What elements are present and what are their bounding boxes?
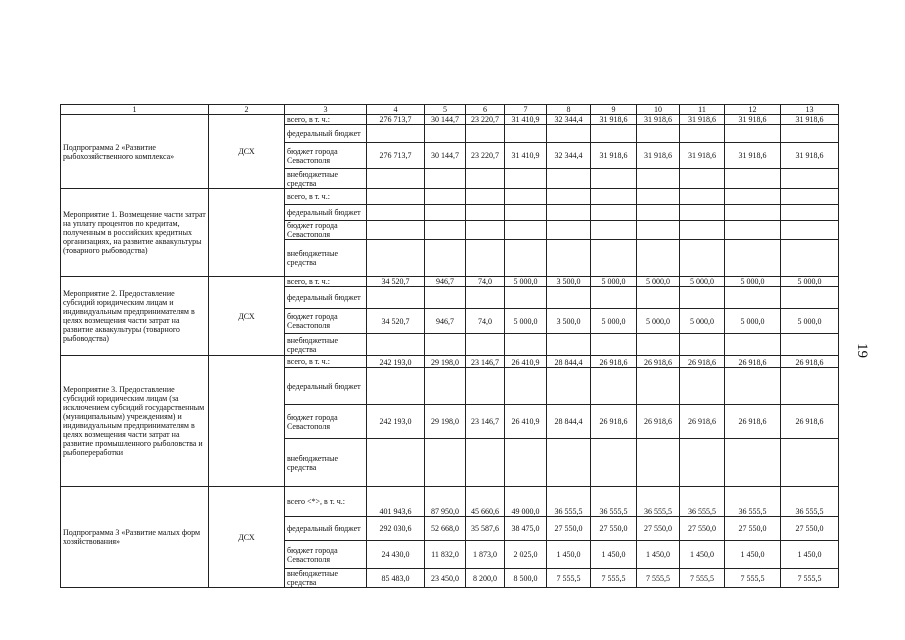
header-cell: 9 [591, 105, 637, 115]
header-cell: 12 [725, 105, 781, 115]
amount-cell: 5 000,0 [591, 277, 637, 287]
amount-cell: 7 555,5 [725, 569, 781, 588]
amount-cell [367, 368, 425, 405]
amount-cell: 36 555,5 [547, 487, 591, 517]
amount-cell: 1 450,0 [637, 541, 680, 569]
amount-cell: 31 918,6 [680, 143, 725, 169]
amount-cell: 26 918,6 [781, 356, 839, 368]
amount-cell [547, 169, 591, 189]
amount-cell [547, 205, 591, 221]
amount-cell: 74,0 [466, 277, 505, 287]
amount-cell: 85 483,0 [367, 569, 425, 588]
header-cell: 11 [680, 105, 725, 115]
responsible-cell [209, 189, 285, 277]
table-body [61, 115, 839, 588]
amount-cell [637, 287, 680, 309]
amount-cell: 36 555,5 [680, 487, 725, 517]
funding-source-cell: всего, в т. ч.: [285, 356, 367, 368]
table-row [61, 277, 839, 287]
amount-cell: 31 918,6 [637, 115, 680, 125]
amount-cell [466, 221, 505, 240]
amount-cell [781, 205, 839, 221]
amount-cell [466, 439, 505, 487]
amount-cell: 5 000,0 [505, 277, 547, 287]
amount-cell: 49 000,0 [505, 487, 547, 517]
amount-cell [680, 221, 725, 240]
amount-cell: 36 555,5 [591, 487, 637, 517]
amount-cell: 26 918,6 [591, 405, 637, 439]
amount-cell: 5 000,0 [637, 277, 680, 287]
amount-cell [367, 189, 425, 205]
funding-source-cell: внебюджетные средства [285, 240, 367, 277]
amount-cell: 29 198,0 [425, 356, 466, 368]
amount-cell: 2 025,0 [505, 541, 547, 569]
amount-cell [367, 205, 425, 221]
amount-cell [505, 169, 547, 189]
amount-cell [466, 205, 505, 221]
amount-cell: 28 844,4 [547, 356, 591, 368]
amount-cell [591, 189, 637, 205]
funding-source-cell: бюджет города Севастополя [285, 541, 367, 569]
amount-cell [466, 240, 505, 277]
amount-cell [425, 334, 466, 356]
amount-cell [367, 169, 425, 189]
amount-cell: 28 844,4 [547, 405, 591, 439]
amount-cell [725, 368, 781, 405]
header-cell: 3 [285, 105, 367, 115]
amount-cell: 31 410,9 [505, 143, 547, 169]
amount-cell: 31 918,6 [725, 115, 781, 125]
amount-cell [781, 221, 839, 240]
amount-cell [547, 334, 591, 356]
amount-cell: 946,7 [425, 309, 466, 334]
amount-cell: 31 918,6 [725, 143, 781, 169]
amount-cell [725, 287, 781, 309]
amount-cell [591, 368, 637, 405]
amount-cell [591, 169, 637, 189]
budget-table [60, 104, 839, 588]
amount-cell [547, 189, 591, 205]
amount-cell [425, 439, 466, 487]
funding-source-cell: внебюджетные средства [285, 569, 367, 588]
amount-cell [680, 240, 725, 277]
amount-cell: 5 000,0 [637, 309, 680, 334]
amount-cell [725, 189, 781, 205]
amount-cell: 401 943,6 [367, 487, 425, 517]
amount-cell [680, 439, 725, 487]
amount-cell [725, 240, 781, 277]
amount-cell [591, 287, 637, 309]
funding-source-cell: всего <*>, в т. ч.: [285, 487, 367, 517]
funding-source-cell: бюджет города Севастополя [285, 221, 367, 240]
amount-cell [781, 189, 839, 205]
amount-cell [591, 221, 637, 240]
amount-cell [637, 240, 680, 277]
amount-cell: 27 550,0 [725, 517, 781, 541]
program-name-cell: Подпрограмма 2 «Развитие рыбохозяйственного комплекса» [61, 115, 209, 189]
amount-cell: 30 144,7 [425, 143, 466, 169]
amount-cell [425, 125, 466, 143]
amount-cell: 3 500,0 [547, 277, 591, 287]
funding-source-cell: внебюджетные средства [285, 334, 367, 356]
amount-cell [637, 205, 680, 221]
amount-cell [637, 368, 680, 405]
amount-cell: 1 450,0 [547, 541, 591, 569]
funding-source-cell: федеральный бюджет [285, 125, 367, 143]
amount-cell [591, 334, 637, 356]
amount-cell [591, 125, 637, 143]
amount-cell [781, 169, 839, 189]
amount-cell: 32 344,4 [547, 115, 591, 125]
amount-cell: 23 220,7 [466, 115, 505, 125]
amount-cell [637, 189, 680, 205]
amount-cell: 5 000,0 [725, 309, 781, 334]
amount-cell: 31 918,6 [680, 115, 725, 125]
amount-cell [505, 189, 547, 205]
amount-cell [781, 287, 839, 309]
amount-cell [637, 439, 680, 487]
funding-source-cell: всего, в т. ч.: [285, 115, 367, 125]
amount-cell [367, 125, 425, 143]
amount-cell [367, 221, 425, 240]
amount-cell: 24 430,0 [367, 541, 425, 569]
amount-cell: 31 918,6 [637, 143, 680, 169]
amount-cell [781, 125, 839, 143]
amount-cell [680, 189, 725, 205]
amount-cell: 38 475,0 [505, 517, 547, 541]
amount-cell: 32 344,4 [547, 143, 591, 169]
amount-cell: 276 713,7 [367, 143, 425, 169]
funding-source-cell: федеральный бюджет [285, 287, 367, 309]
amount-cell: 5 000,0 [505, 309, 547, 334]
funding-source-cell: всего, в т. ч.: [285, 277, 367, 287]
amount-cell [547, 240, 591, 277]
amount-cell [425, 189, 466, 205]
amount-cell: 74,0 [466, 309, 505, 334]
amount-cell [781, 334, 839, 356]
amount-cell: 29 198,0 [425, 405, 466, 439]
program-name-cell: Мероприятие 2. Предоставление субсидий юридическим лицам и индивидуальным предпринимателям в целях возмещения части затрат на развитие аквакультуры (товарного рыбоводства) [61, 277, 209, 356]
funding-source-cell: всего, в т. ч.: [285, 189, 367, 205]
header-cell: 1 [61, 105, 209, 115]
amount-cell [637, 334, 680, 356]
responsible-cell [209, 356, 285, 487]
amount-cell: 27 550,0 [547, 517, 591, 541]
amount-cell [466, 368, 505, 405]
amount-cell [425, 169, 466, 189]
amount-cell: 23 450,0 [425, 569, 466, 588]
amount-cell: 31 918,6 [591, 115, 637, 125]
header-row [61, 105, 839, 115]
amount-cell: 26 410,9 [505, 405, 547, 439]
amount-cell: 8 500,0 [505, 569, 547, 588]
amount-cell [781, 439, 839, 487]
amount-cell [505, 439, 547, 487]
amount-cell: 27 550,0 [680, 517, 725, 541]
header-cell: 6 [466, 105, 505, 115]
amount-cell [680, 125, 725, 143]
amount-cell: 5 000,0 [781, 277, 839, 287]
amount-cell: 26 918,6 [591, 356, 637, 368]
amount-cell [466, 169, 505, 189]
amount-cell [725, 125, 781, 143]
amount-cell: 26 918,6 [725, 356, 781, 368]
amount-cell: 45 660,6 [466, 487, 505, 517]
amount-cell [637, 125, 680, 143]
amount-cell: 26 918,6 [680, 405, 725, 439]
amount-cell: 7 555,5 [637, 569, 680, 588]
amount-cell: 31 918,6 [591, 143, 637, 169]
amount-cell [505, 287, 547, 309]
program-name-cell: Подпрограмма 3 «Развитие малых форм хозяйствования» [61, 487, 209, 588]
page-number: 19 [854, 343, 870, 358]
funding-source-cell: бюджет города Севастополя [285, 143, 367, 169]
responsible-cell: ДСХ [209, 487, 285, 588]
amount-cell: 11 832,0 [425, 541, 466, 569]
amount-cell: 5 000,0 [781, 309, 839, 334]
amount-cell [725, 169, 781, 189]
amount-cell [425, 368, 466, 405]
funding-source-cell: федеральный бюджет [285, 205, 367, 221]
header-cell: 7 [505, 105, 547, 115]
amount-cell [367, 439, 425, 487]
amount-cell: 292 030,6 [367, 517, 425, 541]
amount-cell [466, 287, 505, 309]
funding-source-cell: бюджет города Севастополя [285, 309, 367, 334]
amount-cell: 23 220,7 [466, 143, 505, 169]
amount-cell [591, 205, 637, 221]
table-row [61, 487, 839, 517]
amount-cell: 87 950,0 [425, 487, 466, 517]
header-cell: 2 [209, 105, 285, 115]
amount-cell [505, 368, 547, 405]
amount-cell: 27 550,0 [637, 517, 680, 541]
amount-cell [547, 368, 591, 405]
header-cell: 8 [547, 105, 591, 115]
amount-cell [781, 240, 839, 277]
amount-cell [725, 221, 781, 240]
amount-cell [505, 205, 547, 221]
amount-cell: 26 918,6 [637, 356, 680, 368]
header-cell: 13 [781, 105, 839, 115]
funding-source-cell: внебюджетные средства [285, 439, 367, 487]
amount-cell [591, 240, 637, 277]
amount-cell: 8 200,0 [466, 569, 505, 588]
amount-cell [505, 221, 547, 240]
amount-cell: 7 555,5 [547, 569, 591, 588]
amount-cell [680, 169, 725, 189]
amount-cell [637, 169, 680, 189]
program-name-cell: Мероприятие 1. Возмещение части затрат на уплату процентов по кредитам, полученным в российских кредитных организациях, на развитие аквакультуры (товарного рыбоводства) [61, 189, 209, 277]
funding-source-cell: внебюджетные средства [285, 169, 367, 189]
amount-cell [781, 368, 839, 405]
amount-cell: 26 410,9 [505, 356, 547, 368]
amount-cell [680, 368, 725, 405]
amount-cell: 1 873,0 [466, 541, 505, 569]
amount-cell [367, 287, 425, 309]
amount-cell: 26 918,6 [725, 405, 781, 439]
amount-cell [466, 334, 505, 356]
amount-cell: 276 713,7 [367, 115, 425, 125]
amount-cell: 26 918,6 [680, 356, 725, 368]
amount-cell: 1 450,0 [781, 541, 839, 569]
amount-cell: 3 500,0 [547, 309, 591, 334]
amount-cell [547, 221, 591, 240]
amount-cell: 23 146,7 [466, 356, 505, 368]
amount-cell [466, 189, 505, 205]
amount-cell: 1 450,0 [591, 541, 637, 569]
amount-cell [547, 125, 591, 143]
amount-cell [367, 240, 425, 277]
amount-cell [466, 125, 505, 143]
amount-cell [425, 205, 466, 221]
amount-cell: 5 000,0 [680, 309, 725, 334]
amount-cell: 26 918,6 [637, 405, 680, 439]
amount-cell [425, 240, 466, 277]
amount-cell [547, 439, 591, 487]
amount-cell: 27 550,0 [781, 517, 839, 541]
header-cell: 4 [367, 105, 425, 115]
amount-cell: 31 918,6 [781, 143, 839, 169]
amount-cell: 5 000,0 [680, 277, 725, 287]
amount-cell [680, 334, 725, 356]
amount-cell [425, 221, 466, 240]
header-cell: 5 [425, 105, 466, 115]
amount-cell: 31 918,6 [781, 115, 839, 125]
funding-source-cell: федеральный бюджет [285, 368, 367, 405]
header-cell: 10 [637, 105, 680, 115]
amount-cell [725, 439, 781, 487]
amount-cell: 5 000,0 [591, 309, 637, 334]
responsible-cell: ДСХ [209, 277, 285, 356]
amount-cell: 1 450,0 [725, 541, 781, 569]
amount-cell: 242 193,0 [367, 356, 425, 368]
funding-source-cell: федеральный бюджет [285, 517, 367, 541]
amount-cell: 23 146,7 [466, 405, 505, 439]
amount-cell: 52 668,0 [425, 517, 466, 541]
amount-cell: 31 410,9 [505, 115, 547, 125]
amount-cell: 26 918,6 [781, 405, 839, 439]
amount-cell [680, 205, 725, 221]
amount-cell: 30 144,7 [425, 115, 466, 125]
amount-cell [425, 287, 466, 309]
amount-cell: 34 520,7 [367, 277, 425, 287]
amount-cell: 7 555,5 [680, 569, 725, 588]
amount-cell [591, 439, 637, 487]
table-row [61, 189, 839, 205]
amount-cell [505, 240, 547, 277]
amount-cell [505, 125, 547, 143]
amount-cell: 34 520,7 [367, 309, 425, 334]
amount-cell [725, 334, 781, 356]
amount-cell [505, 334, 547, 356]
amount-cell [725, 205, 781, 221]
amount-cell: 7 555,5 [591, 569, 637, 588]
funding-source-cell: бюджет города Севастополя [285, 405, 367, 439]
amount-cell: 36 555,5 [725, 487, 781, 517]
amount-cell [680, 287, 725, 309]
table-row [61, 115, 839, 125]
amount-cell: 35 587,6 [466, 517, 505, 541]
amount-cell: 242 193,0 [367, 405, 425, 439]
amount-cell: 36 555,5 [781, 487, 839, 517]
program-name-cell: Мероприятие 3. Предоставление субсидий юридическим лицам (за исключением субсидий государственным (муниципальным) учреждениям) и индивидуальным предпринимателям в целях возмещения части затрат на развитие промышленного рыболовства и рыбопереработки [61, 356, 209, 487]
amount-cell: 27 550,0 [591, 517, 637, 541]
amount-cell: 1 450,0 [680, 541, 725, 569]
amount-cell: 7 555,5 [781, 569, 839, 588]
amount-cell: 36 555,5 [637, 487, 680, 517]
amount-cell: 5 000,0 [725, 277, 781, 287]
responsible-cell: ДСХ [209, 115, 285, 189]
amount-cell [547, 287, 591, 309]
amount-cell: 946,7 [425, 277, 466, 287]
amount-cell [637, 221, 680, 240]
table-row [61, 356, 839, 368]
amount-cell [367, 334, 425, 356]
